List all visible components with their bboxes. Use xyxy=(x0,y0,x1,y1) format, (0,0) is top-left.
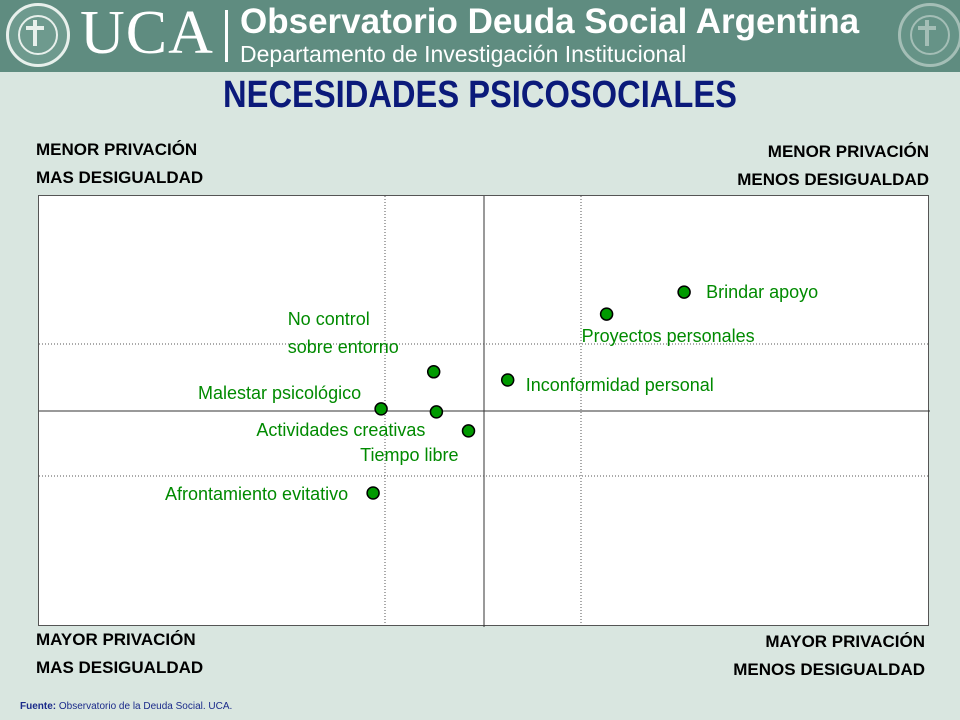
uca-logo-text: UCA xyxy=(80,0,214,67)
data-point-label: Actividades creativas xyxy=(256,419,426,440)
data-point xyxy=(375,403,387,415)
quadrant-label-bottom-left: MAYOR PRIVACIÓN MAS DESIGUALDAD xyxy=(36,630,204,677)
quadrant-label-top-left: MENOR PRIVACIÓN MAS DESIGUALDAD xyxy=(36,140,204,187)
source-label: Fuente: xyxy=(20,701,57,712)
department-name: Departamento de Investigación Institucional xyxy=(240,41,687,67)
data-point xyxy=(502,374,514,386)
data-point-label: Inconformidad personal xyxy=(525,375,714,395)
data-point xyxy=(463,425,475,437)
data-point-label: Malestar psicológico xyxy=(198,382,362,403)
scatter-chart-svg xyxy=(39,196,930,627)
quadrant-label-top-right: MENOR PRIVACIÓN MENOS DESIGUALDAD xyxy=(737,142,929,189)
source-text: Observatorio de la Deuda Social. UCA. xyxy=(58,701,233,712)
data-point-label: No control sobre entorno xyxy=(287,308,399,357)
data-point xyxy=(678,286,690,298)
source-note xyxy=(20,701,232,712)
data-point-label: Proyectos personales xyxy=(581,326,755,347)
quadrant-label-bottom-right: MAYOR PRIVACIÓN MENOS DESIGUALDAD xyxy=(733,632,925,679)
uca-seal-icon xyxy=(6,3,70,67)
data-point xyxy=(428,366,440,378)
data-point-label: Tiempo libre xyxy=(360,444,459,465)
scatter-plot xyxy=(38,195,929,626)
page-title: NECESIDADES PSICOSOCIALES xyxy=(223,74,737,116)
data-point-label: Afrontamiento evitativo xyxy=(165,484,349,504)
data-point xyxy=(601,308,613,320)
data-point xyxy=(430,406,442,418)
data-point-label: Brindar apoyo xyxy=(706,282,819,303)
header-divider xyxy=(225,10,228,62)
header-banner xyxy=(0,0,960,72)
org-name: Observatorio Deuda Social Argentina xyxy=(240,2,860,41)
data-point xyxy=(367,487,379,499)
watermark-seal-icon xyxy=(898,3,960,67)
